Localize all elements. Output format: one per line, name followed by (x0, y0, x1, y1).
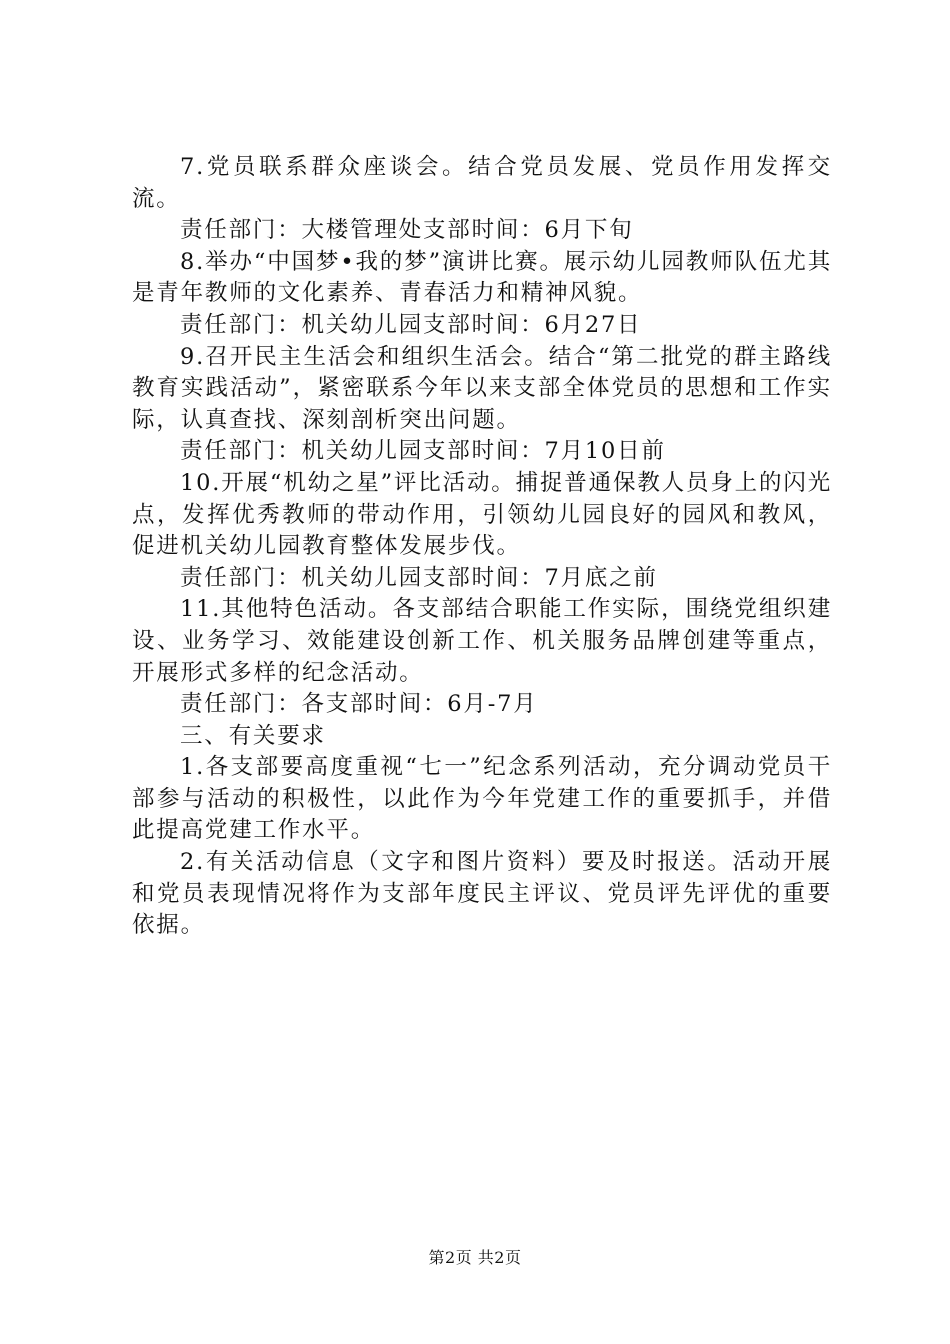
requirement-item-2: 2.有关活动信息（文字和图片资料）要及时报送。活动开展和党员表现情况将作为支部年度民主评议、党员评先评优的重要依据。 (132, 849, 832, 939)
paragraph-item-11: 11.其他特色活动。各支部结合职能工作实际，围绕党组织建设、业务学习、效能建设创新工作、机关服务品牌创建等重点，开展形式多样的纪念活动。 (132, 596, 832, 686)
responsibility-line-9: 责任部门：机关幼儿园支部时间：7月10日前 (180, 438, 666, 465)
paragraph-item-7: 7.党员联系群众座谈会。结合党员发展、党员作用发挥交流。 (132, 154, 832, 212)
responsibility-line-10: 责任部门：机关幼儿园支部时间：7月底之前 (180, 564, 658, 591)
requirement-item-1: 1.各支部要高度重视“七一”纪念系列活动，充分调动党员干部参与活动的积极性，以此作为今年党建工作的重要抓手，并借此提高党建工作水平。 (132, 754, 832, 844)
paragraph-item-10: 10.开展“机幼之星”评比活动。捕捉普通保教人员身上的闪光点，发挥优秀教师的带动作用，引领幼儿园良好的园风和教风，促进机关幼儿园教育整体发展步伐。 (132, 469, 832, 560)
responsibility-line-7: 责任部门：大楼管理处支部时间：6月下旬 (180, 217, 634, 244)
paragraph-item-8: 8.举办“中国梦•我的梦”演讲比赛。展示幼儿园教师队伍尤其是青年教师的文化素养、青春活力和精神风貌。 (132, 248, 832, 307)
section-heading-requirements: 三、有关要求 (180, 722, 326, 749)
page-footer: 第2页 共2页 (428, 1248, 522, 1267)
responsibility-line-11: 责任部门：各支部时间：6月-7月 (180, 691, 538, 718)
responsibility-line-8: 责任部门：机关幼儿园支部时间：6月27日 (180, 311, 642, 338)
paragraph-item-9: 9.召开民主生活会和组织生活会。结合“第二批党的群主路线教育实践活动”，紧密联系今年以来支部全体党员的思想和工作实际，认真查找、深刻剖析突出问题。 (132, 343, 832, 433)
document-body (132, 152, 832, 942)
